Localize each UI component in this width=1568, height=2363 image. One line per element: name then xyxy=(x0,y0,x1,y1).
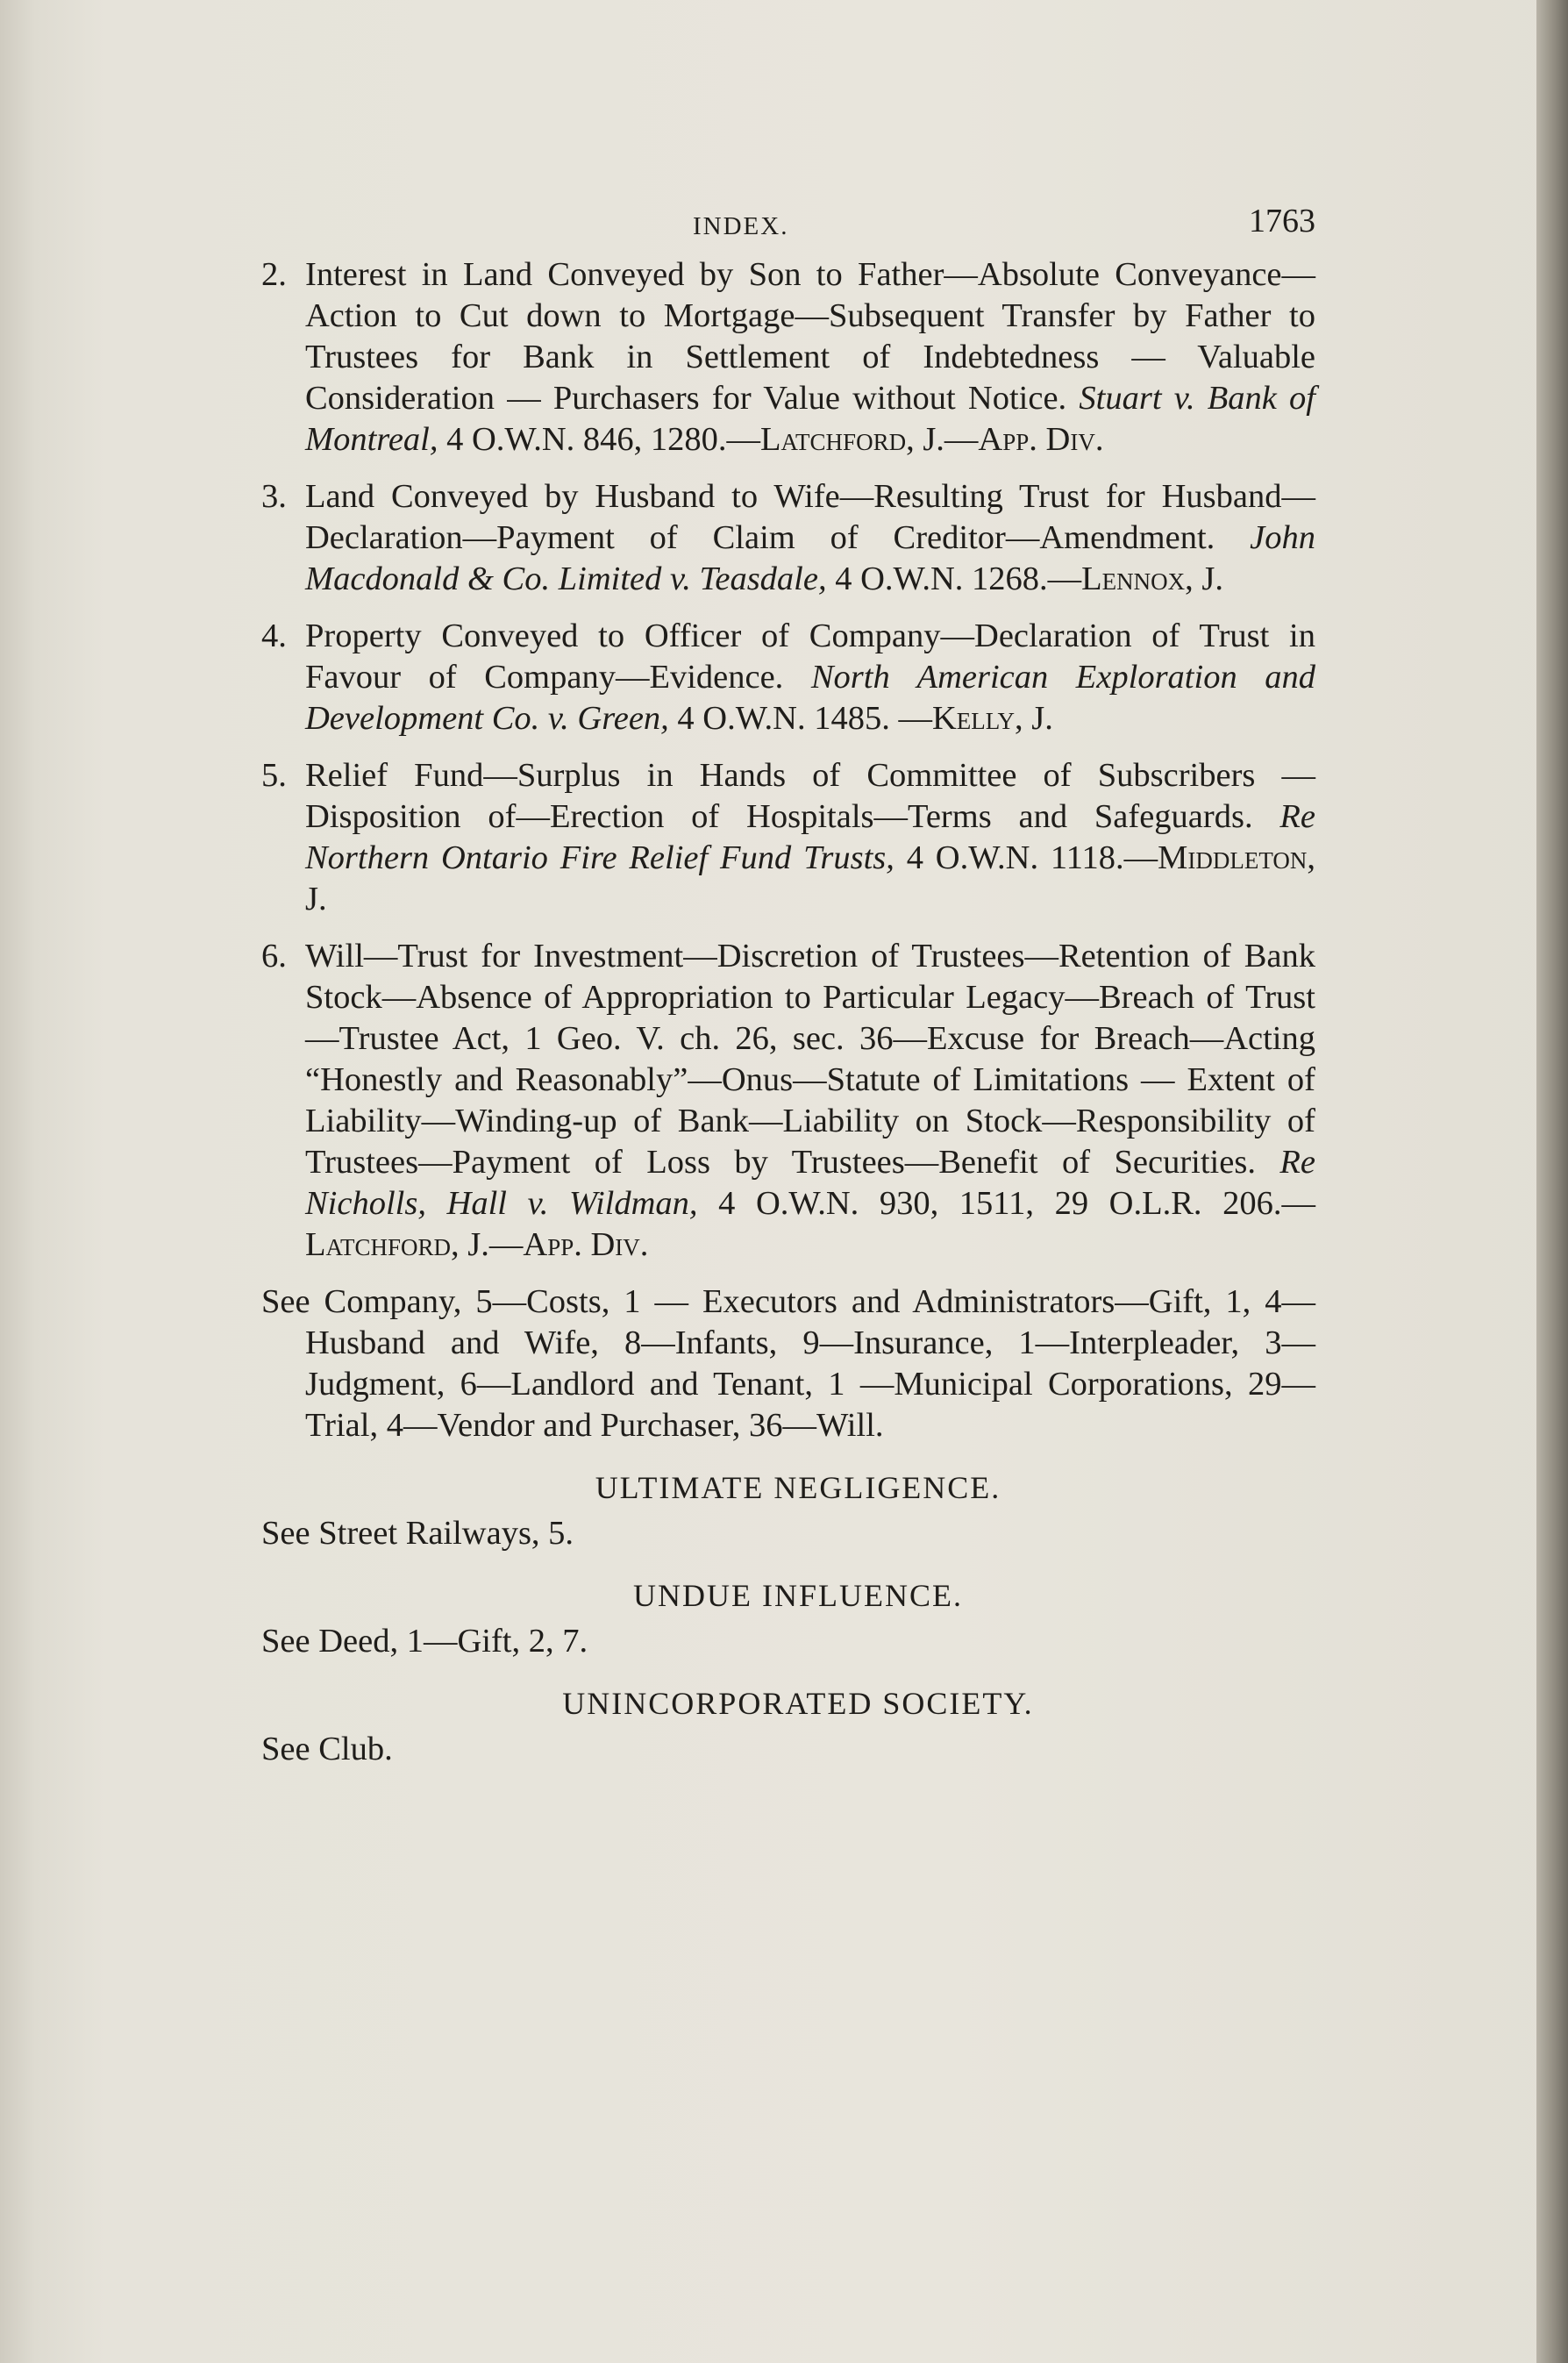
entry-number: 4. xyxy=(261,618,287,654)
see-also-references: See Company, 5—Costs, 1 — Executors and Administrators—Gift, 1, 4—Husband and Wife, 8—Infants, 9—Insurance, 1—Interpleader, 3—Judgment, 6—Landlord and Tenant, 1 —Municipal Corporations, 29—Trial, 4—Vendor and Purchaser, 36—Will. xyxy=(261,1283,1315,1444)
case-name: Re Northern Ontario Fire Relief Fund Trusts, xyxy=(305,798,1316,876)
page-number: 1763 xyxy=(1249,203,1315,239)
judge: Kelly, J. xyxy=(931,700,1053,737)
index-entry-6 xyxy=(228,936,1315,1266)
section-heading-ultimate-negligence: ULTIMATE NEGLIGENCE. xyxy=(595,1470,1001,1505)
section-heading-undue-influence: UNDUE INFLUENCE. xyxy=(633,1578,963,1613)
entry-number: 6. xyxy=(261,938,287,974)
judge: Lennox, J. xyxy=(1081,560,1224,597)
entry-text: Will—Trust for Investment—Discretion of Trustees—Retention of Bank Stock—Absence of Appropriation to Particular Legacy—Breach of Trust—Trustee Act, 1 Geo. V. ch. 26, sec. 36—Excuse for Breach—Acting “Honestly and Reasonably”—Onus—Statute of Limitations — Extent of Liability—Winding-up of Bank—Liability on Stock—Responsibility of Trustees—Payment of Loss by Trustees—Benefit of Securities. xyxy=(305,938,1315,1181)
entry-text: Relief Fund—Surplus in Hands of Committee of Subscribers —Disposition of—Erection of Hospitals—Terms and Safeguards. xyxy=(305,757,1315,835)
section-heading-unincorporated-society: UNINCORPORATED SOCIETY. xyxy=(562,1686,1034,1721)
see-reference: See Street Railways, 5. xyxy=(261,1515,574,1552)
index-entry-4 xyxy=(228,616,1315,739)
case-name: North American Exploration and Development Co. v. Green, xyxy=(305,659,1315,737)
citation: 4 O.W.N. 846, 1280.— xyxy=(446,421,761,458)
judge: Latchford, J.—App. Div. xyxy=(305,1226,649,1263)
see-reference: See Deed, 1—Gift, 2, 7. xyxy=(261,1623,588,1660)
index-entry-5 xyxy=(228,755,1315,920)
case-name: Stuart v. Bank of Montreal, xyxy=(305,380,1316,458)
entry-text: Property Conveyed to Officer of Company—Declaration of Trust in Favour of Company—Evidence. xyxy=(305,618,1315,696)
running-head xyxy=(228,202,1315,254)
case-name: Re Nicholls, Hall v. Wildman, xyxy=(305,1144,1315,1222)
entry-number: 5. xyxy=(261,757,287,794)
judge: Middleton, J. xyxy=(305,839,1316,917)
citation: 4 O.W.N. 1268.— xyxy=(835,560,1082,597)
entry-text: Interest in Land Conveyed by Son to Father—Absolute Conveyance—Action to Cut down to Mortgage—Subsequent Transfer by Father to Trustees for Bank in Settlement of Indebtedness — Valuable Consideration — Purchasers for Value without Notice. xyxy=(305,256,1315,417)
case-name: John Macdonald & Co. Limited v. Teasdale, xyxy=(305,519,1315,597)
running-title: INDEX. xyxy=(693,212,789,240)
book-spine-edge xyxy=(1536,0,1568,2363)
index-entry-3 xyxy=(228,476,1315,600)
index-entry-2 xyxy=(228,254,1315,460)
see-reference: See Club. xyxy=(261,1731,393,1767)
citation: 4 O.W.N. 930, 1511, 29 O.L.R. 206.— xyxy=(718,1185,1316,1222)
citation: 4 O.W.N. 1118.— xyxy=(906,839,1158,876)
entry-number: 2. xyxy=(261,256,287,293)
citation: 4 O.W.N. 1485. — xyxy=(677,700,932,737)
judge: Latchford, J.—App. Div. xyxy=(760,421,1104,458)
page-content xyxy=(228,202,1315,1782)
entry-text: Land Conveyed by Husband to Wife—Resulting Trust for Husband—Declaration—Payment of Claim of Creditor—Amendment. xyxy=(305,478,1315,556)
entry-number: 3. xyxy=(261,478,287,515)
